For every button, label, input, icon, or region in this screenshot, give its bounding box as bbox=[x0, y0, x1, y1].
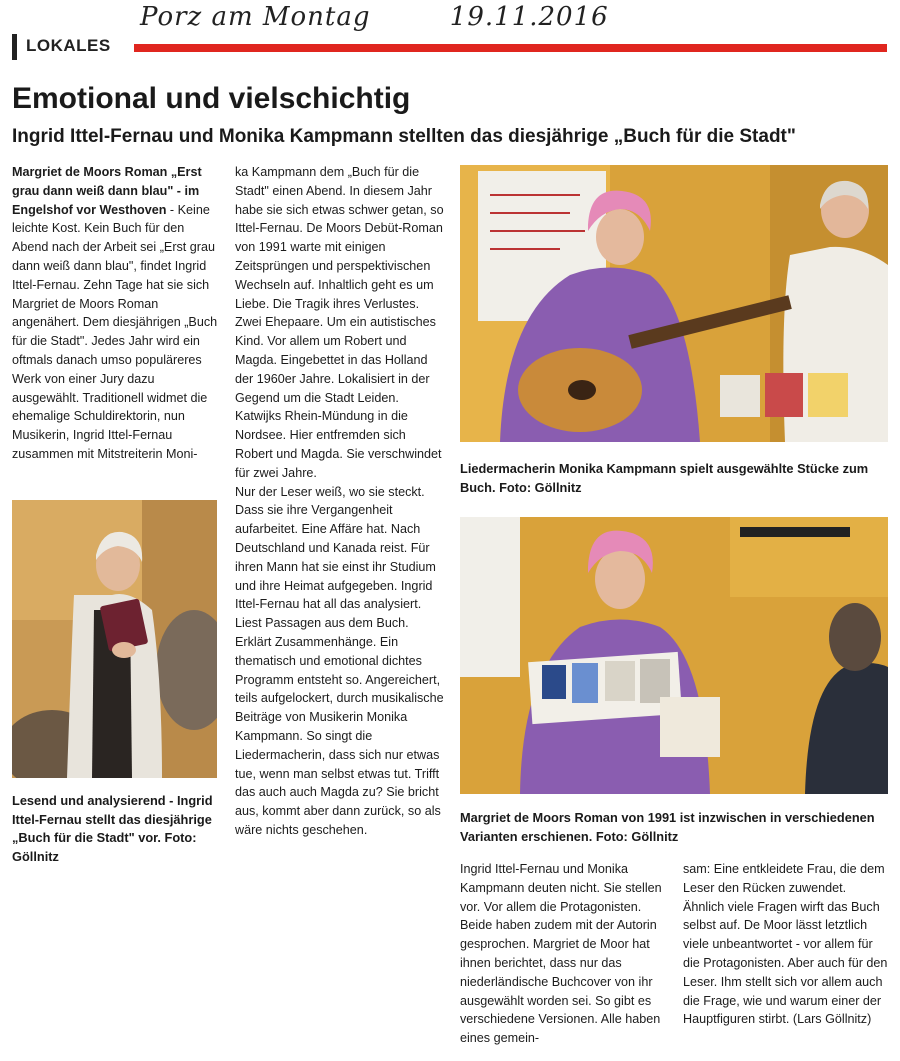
article-headline: Emotional und vielschichtig bbox=[12, 82, 411, 115]
photo-caption-3: Margriet de Moors Roman von 1991 ist inzwischen in verschiedenen Varianten erschienen. Foto: Göllnitz bbox=[460, 810, 875, 844]
article-column-3 bbox=[460, 860, 668, 1048]
photo-book-covers bbox=[460, 517, 888, 794]
article-body-col2-a: ka Kampmann dem „Buch für die Stadt" einen Abend. In diesem Jahr habe sie sich etwas schwer getan, so Ittel-Fernau. De Moors Debüt-Roman von 1991 warte mit einigen Zeitsprüngen und perspektivischen Wechseln auf. Inhaltlich geht es um Liebe. Die Tragik ihres Verlustes. Zwei Ehepaare. Um ein autistisches Kind. Vor allem um Robert und Magda. Eingebettet in das Holland der 1960er Jahre. Lokalisiert in der Gegend um die Stadt Leiden. Katwijks Rhein-Mündung in die Nordsee. Hier entfremden sich Robert und Magda. Sie verschwindet für zwei Jahre. bbox=[235, 165, 444, 480]
section-label: LOKALES bbox=[26, 36, 111, 55]
article-body-col2-b: Nur der Leser weiß, wo sie steckt. Dass sie ihre Vergangenheit aufarbeitet. Eine Affäre hat. Nach Deutschland und Kanada reist. Für ihren Mann hat sie einst ihr Studium und ihre Heimat aufgegeben. Ingrid Ittel-Fernau hat all das analysiert. Liest Passagen aus dem Buch. Erklärt Zusammenhänge. Ein thematisch und emotional dichtes Programm entsteht so. Angereichert, teils aufgelockert, durch musikalische Beiträge von Musikerin Monika Kampmann. So singt die Liedermacherin, dass sich nur etwas tue, wenn man selbst etwas tut. Trifft das auch auch Magda zu? Sie bricht aus, kommt aber dann zurück, so als wäre nichts geschehen. bbox=[235, 484, 444, 837]
handwritten-date: 19.11.2016 bbox=[449, 2, 609, 32]
photo-guitar-performance bbox=[460, 165, 888, 442]
photo-caption-2: Liedermacherin Monika Kampmann spielt ausgewählte Stücke zum Buch. Foto: Göllnitz bbox=[460, 461, 869, 495]
article-subheadline: Ingrid Ittel-Fernau und Monika Kampmann stellten das diesjährige „Buch für die Stadt" bbox=[12, 126, 796, 147]
article-column-2 bbox=[235, 163, 444, 840]
article-column-1 bbox=[12, 163, 219, 464]
article-body-col4: sam: Eine entkleidete Frau, die dem Leser den Rücken zuwendet. Ähnlich viele Fragen wirft das Buch selbst auf. De Moor lässt letztlich viele unbeantwortet - vor allem für die Protagonisten. Aber auch für den Leser. Ihm stellt sich vor allem auch die Frage, wie und warum einer der Hauptfiguren stirbt. (Lars Göllnitz) bbox=[683, 862, 888, 1027]
handwritten-source: Porz am Montag bbox=[140, 2, 371, 32]
handwritten-annotation bbox=[140, 2, 609, 32]
article-lead: Margriet de Moors Roman „Erst grau dann weiß dann blau" - im Engelshof vor Westhoven bbox=[12, 165, 202, 217]
section-marker-bar bbox=[12, 34, 17, 60]
photo-caption-1: Lesend und analysierend - Ingrid Ittel-Fernau stellt das diesjährige „Buch für die Stadt" vor. Foto: Göllnitz bbox=[12, 793, 213, 864]
photo-reading-woman bbox=[12, 500, 217, 778]
article-body-col3: Ingrid Ittel-Fernau und Monika Kampmann deuten nicht. Sie stellen vor. Vor allem die Protagonisten. Beide haben zudem mit der Autorin gesprochen. Margriet de Moor hat ihnen berichtet, dass nur das niederländische Buchcover von ihr ausgewählt worden sei. So gibt es verschiedene Versionen. Alle haben eines gemein- bbox=[460, 862, 662, 1046]
article-column-4 bbox=[683, 860, 888, 1029]
section-divider-rule bbox=[134, 44, 887, 52]
article-body-col1: - Keine leichte Kost. Kein Buch für den Abend nach der Arbeit sei „Erst grau dann weiß dann blau", findet Ingrid Ittel-Fernau. Zehn Tage hat sie sich Margriet de Moors Roman angenähert. Dem diesjährigen „Buch für die Stadt". Jedes Jahr wird ein oftmals danach umso populäreres Werk von einer Jury dazu ausgewählt. Traditionell widmet die ehemalige Schuldirektorin, nun Musikerin, Ingrid Ittel-Fernau zusammen mit Mitstreiterin Moni- bbox=[12, 202, 218, 461]
